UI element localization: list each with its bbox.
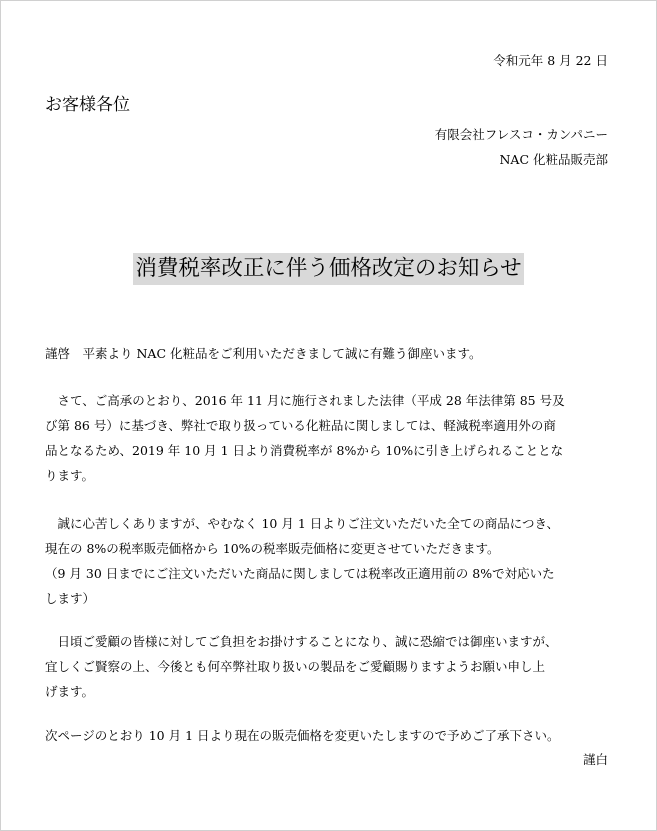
recipient: お客様各位 — [45, 95, 130, 115]
closing-word: 謹白 — [582, 752, 608, 767]
sender-company: 有限会社フレスコ・カンパニー — [434, 127, 608, 142]
paragraph-line: 品となるため、2019 年 10 月 1 日より消費税率が 8%から 10%に引き上げられることとな — [45, 443, 564, 458]
paragraph-line: び第 86 号）に基づき、弊社で取り扱っている化粧品に関しましては、軽減税率適用外の商 — [45, 418, 556, 433]
paragraph-line: さて、ご高承のとおり、2016 年 11 月に施行されました法律（平成 28 年法律第 85 号及 — [45, 393, 565, 408]
paragraph-tax-law — [45, 388, 615, 488]
paragraph-apology — [45, 629, 615, 704]
paragraph-line: 次ページのとおり 10 月 1 日より現在の販売価格を変更いたしますので予めご了承下さい。 — [45, 728, 560, 743]
paragraph-line: （9 月 30 日までにご注文いただいた商品に関しましては税率改正適用前の 8%で対応いた — [45, 566, 555, 581]
paragraph-line: ります。 — [45, 468, 95, 483]
paragraph-price-change — [45, 511, 615, 611]
paragraph-line: 現在の 8%の税率販売価格から 10%の税率販売価格に変更させていただきます。 — [45, 541, 500, 556]
title-block — [1, 253, 656, 285]
paragraph-line: 宜しくご賢察の上、今後とも何卒弊社取り扱いの製品をご愛顧賜りますようお願い申し上 — [45, 659, 546, 674]
greeting-line: 謹啓 平素より NAC 化粧品をご利用いただきまして誠に有難う御座います。 — [45, 346, 482, 361]
greeting-paragraph — [45, 341, 615, 366]
paragraph-line: げます。 — [45, 684, 95, 699]
sender-department: NAC 化粧品販売部 — [499, 152, 608, 167]
paragraph-line: します） — [45, 591, 96, 606]
paragraph-line: 誠に心苦しくありますが、やむなく 10 月 1 日よりご注文いただいた全ての商品につき、 — [45, 516, 560, 531]
notice-title: 消費税率改正に伴う価格改定のお知らせ — [133, 253, 523, 285]
paragraph-next-page — [45, 723, 615, 748]
letter-date: 令和元年 8 月 22 日 — [493, 53, 608, 68]
paragraph-line: 日頃ご愛顧の皆様に対してご負担をお掛けすることになり、誠に恐縮では御座いますが、 — [45, 634, 558, 649]
